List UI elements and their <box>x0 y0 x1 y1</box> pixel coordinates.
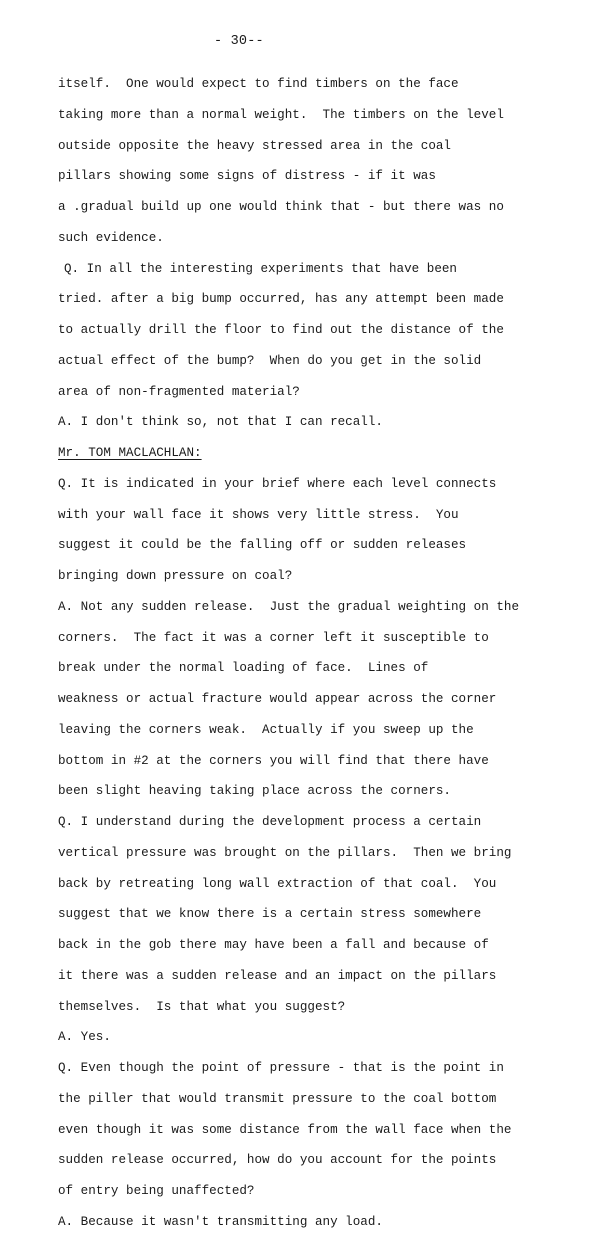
answer-line: A. I don't think so, not that I can recall. <box>58 415 383 430</box>
text-line: to actually drill the floor to find out the distance of the <box>58 323 504 337</box>
text-line: break under the normal loading of face. Lines of <box>58 661 429 676</box>
text-line: leaving the corners weak. Actually if you sweep up the <box>58 722 474 737</box>
text-line: bottom in #2 at the corners you will find that there have <box>58 753 489 768</box>
question-line: Q. I understand during the development process a certain <box>58 815 482 829</box>
answer-line: A. Because it wasn't transmitting any load. <box>58 1214 383 1229</box>
text-line: sudden release occurred, how do you account for the points <box>58 1153 497 1168</box>
text-line: back by retreating long wall extraction of that coal. You <box>58 876 497 891</box>
text-line: bringing down pressure on coal? <box>58 569 293 583</box>
text-line: a .gradual build up one would think that - but there was no <box>58 200 504 214</box>
text-line: with your wall face it shows very little stress. You <box>58 507 459 522</box>
text-line: actual effect of the bump? When do you get in the solid <box>58 353 482 368</box>
text-line: been slight heaving taking place across the corners. <box>58 784 451 799</box>
text-line: corners. The fact it was a corner left it susceptible to <box>58 630 489 645</box>
text-line: back in the gob there may have been a fall and because of <box>58 938 489 952</box>
text-line: such evidence. <box>58 230 164 245</box>
question-line: Q. It is indicated in your brief where each level connects <box>58 476 497 491</box>
text-line: even though it was some distance from the wall face when the <box>58 1122 512 1137</box>
text-line: themselves. Is that what you suggest? <box>58 999 346 1014</box>
answer-line: A. Not any sudden release. Just the gradual weighting on the <box>58 599 520 614</box>
text-line: suggest that we know there is a certain stress somewhere <box>58 907 482 922</box>
text-line: tried. after a big bump occurred, has any attempt been made <box>58 292 504 307</box>
text-line: taking more than a normal weight. The timbers on the level <box>58 107 504 122</box>
answer-line: A. Yes. <box>58 1030 111 1045</box>
text-line: weakness or actual fracture would appear across the corner <box>58 692 497 706</box>
text-line: outside opposite the heavy stressed area in the coal <box>58 138 451 153</box>
text-line: suggest it could be the falling off or sudden releases <box>58 538 467 553</box>
text-line: area of non-fragmented material? <box>58 384 300 399</box>
speaker-heading <box>58 442 598 473</box>
text-line: vertical pressure was brought on the pillars. Then we bring <box>58 845 512 860</box>
text-line: pillars showing some signs of distress - if it was <box>58 169 436 184</box>
page-number: - 30-- <box>214 34 264 49</box>
text-line: it there was a sudden release and an impact on the pillars <box>58 968 497 983</box>
text-line: itself. One would expect to find timbers on the face <box>58 77 459 91</box>
text-line: of entry being unaffected? <box>58 1184 255 1198</box>
question-line: Q. Even though the point of pressure - that is the point in <box>58 1061 504 1075</box>
speaker-name: Mr. TOM MACLACHLAN: <box>58 446 202 460</box>
transcript-body <box>58 73 598 1242</box>
text-line: the piller that would transmit pressure to the coal bottom <box>58 1091 497 1106</box>
question-line: Q. In all the interesting experiments that have been <box>64 261 457 276</box>
